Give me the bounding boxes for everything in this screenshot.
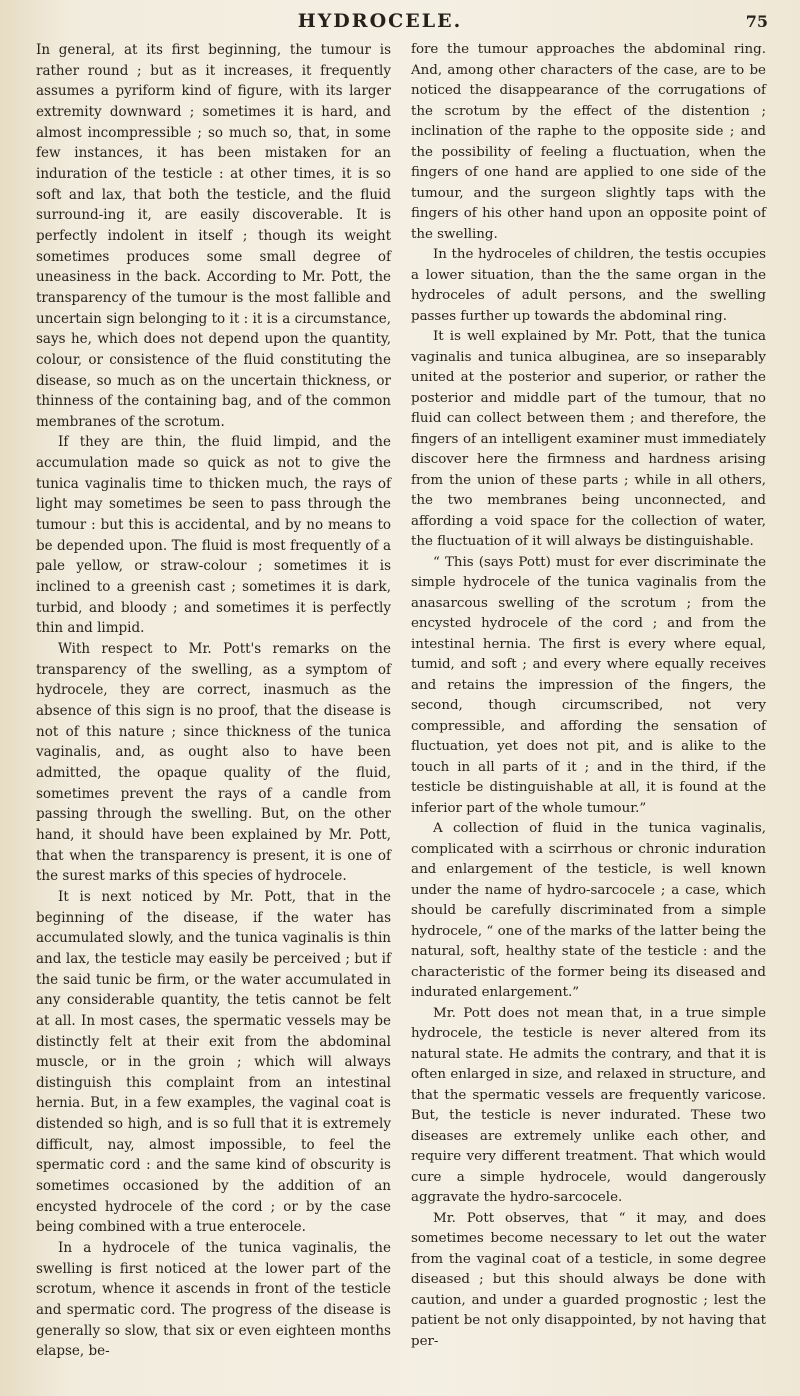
- paragraph: Mr. Pott observes, that “ it may, and does sometimes become necessary to let out the water from the vaginal coat of a testicle, in some degree diseased ; but this should always be done with caution, and under a guarded prognostic ; lest the patient be not only disappointed, by not having that per-: [411, 1210, 766, 1349]
- left-column: [36, 40, 391, 1362]
- page-header: [0, 6, 800, 40]
- running-title: HYDROCELE.: [297, 10, 463, 32]
- paragraph: Mr. Pott does not mean that, in a true simple hydrocele, the testicle is never altered from its natural state. He admits the contrary, and that it is often enlarged in size, and relaxed in structure, and that the spermatic vessels are frequently varicose. But, the testicle is never indurated. These two diseases are extremely unlike each other, and require very different treatment. That which would cure a simple hydrocele, would dangerously aggravate the hydro-sarcocele.: [411, 1005, 766, 1205]
- paragraph: In a hydrocele of the tunica vaginalis, the swelling is first noticed at the lower part of the scrotum, whence it ascends in front of the testicle and spermatic cord. The progress of the disease is generally so slow, that six or even eighteen months elapse, be-: [36, 1240, 391, 1360]
- paragraph: With respect to Mr. Pott's remarks on the transparency of the swelling, as a symptom of hydrocele, they are correct, inasmuch as the absence of this sign is no proof, that the disease is not of this nature ; since thickness of the tunica vaginalis, and, as ought also to have been admitted, the opaque quality of the fluid, sometimes prevent the rays of a candle from passing through the swelling. But, on the other hand, it should have been explained by Mr. Pott, that when the transparency is present, it is one of the surest marks of this species of hydrocele.: [36, 641, 391, 885]
- right-column: [411, 40, 766, 1352]
- paragraph: It is well explained by Mr. Pott, that the tunica vaginalis and tunica albuginea, are so inseparably united at the posterior and superior, or rather the posterior and middle part of the tumour, that no fluid can collect between them ; and therefore, the fingers of an intelligent examiner must immediately discover here the firmness and hardness arising from the union of these parts ; while in all others, the two membranes being unconnected, and affording a void space for the collection of water, the fluctuation of it will always be distinguishable.: [411, 329, 766, 549]
- paragraph: A collection of fluid in the tunica vaginalis, complicated with a scirrhous or chronic induration and enlargement of the testicle, is well known under the name of hydro-sarcocele ; a case, which should be carefully discriminated from a simple hydrocele, “ one of the marks of the latter being the natural, soft, healthy state of the testicle : and the characteristic of the former being its diseased and indurated enlargement.”: [411, 821, 766, 1000]
- page-number: 75: [745, 12, 768, 31]
- paragraph: In general, at its first beginning, the tumour is rather round ; but as it increases, it frequently assumes a pyriform kind of figure, with its larger extremity downward ; sometimes it is hard, and almost incompressible ; so much so, that, in some few instances, it has been mistaken for an induration of the testicle : at other times, it is so soft and lax, that both the testicle, and the fluid surround-ing it, are easily discoverable. It is perfectly indolent in itself ; though its weight sometimes produces some small degree of uneasiness in the back. According to Mr. Pott, the transparency of the tumour is the most fallible and uncertain sign belonging to it : it is a circumstance, says he, which does not depend upon the quantity, colour, or consistence of the fluid constituting the disease, so much as on the uncertain thickness, or thinness of the containing bag, and of the common membranes of the scrotum.: [36, 42, 391, 430]
- paragraph: “ This (says Pott) must for ever discriminate the simple hydrocele of the tunica vaginalis from the anasarcous swelling of the scrotum ; from the encysted hydrocele of the cord ; and from the intestinal hernia. The first is every where equal, tumid, and soft ; and every where equally receives and retains the impression of the fingers, the second, though circumscribed, not very compressible, and affording the sensation of fluctuation, yet does not pit, and is alike to the touch in all parts of it ; and in the third, if the testicle be distinguishable at all, it is found at the inferior part of the whole tumour.”: [411, 554, 766, 816]
- paragraph: It is next noticed by Mr. Pott, that in the beginning of the disease, if the water has accumulated slowly, and the tunica vaginalis is thin and lax, the testicle may easily be perceived ; but if the said tunic be firm, or the water accumulated in any considerable quantity, the tetis cannot be felt at all. In most cases, the spermatic vessels may be distinctly felt at their exit from the abdominal muscle, or in the groin ; which will always distinguish this complaint from an intestinal hernia. But, in a few examples, the vaginal coat is distended so high, and is so full that it is extremely difficult, nay, almost impossible, to feel the spermatic cord : and the same kind of obscurity is sometimes occasioned by the addition of an encysted hydrocele of the cord ; or by the case being combined with a true enterocele.: [36, 888, 391, 1236]
- paragraph: fore the tumour approaches the abdominal ring. And, among other characters of the case, are to be noticed the disappearance of the corrugations of the scrotum by the effect of the distention ; inclination of the raphe to the opposite side ; and the possibility of feeling a fluctuation, when the fingers of one hand are applied to one side of the tumour, and the surgeon slightly taps with the fingers of his other hand upon an opposite point of the swelling.: [411, 42, 766, 242]
- paragraph: In the hydroceles of children, the testis occupies a lower situation, than the the same organ in the hydroceles of adult persons, and the swelling passes further up towards the abdominal ring.: [411, 247, 766, 324]
- paragraph: If they are thin, the fluid limpid, and the accumulation made so quick as not to give the tunica vaginalis time to thicken much, the rays of light may sometimes be seen to pass through the tumour : but this is accidental, and by no means to be depended upon. The fluid is most frequently of a pale yellow, or straw-colour ; sometimes it is inclined to a greenish cast ; sometimes it is dark, turbid, and bloody ; and sometimes it is perfectly thin and limpid.: [36, 434, 391, 637]
